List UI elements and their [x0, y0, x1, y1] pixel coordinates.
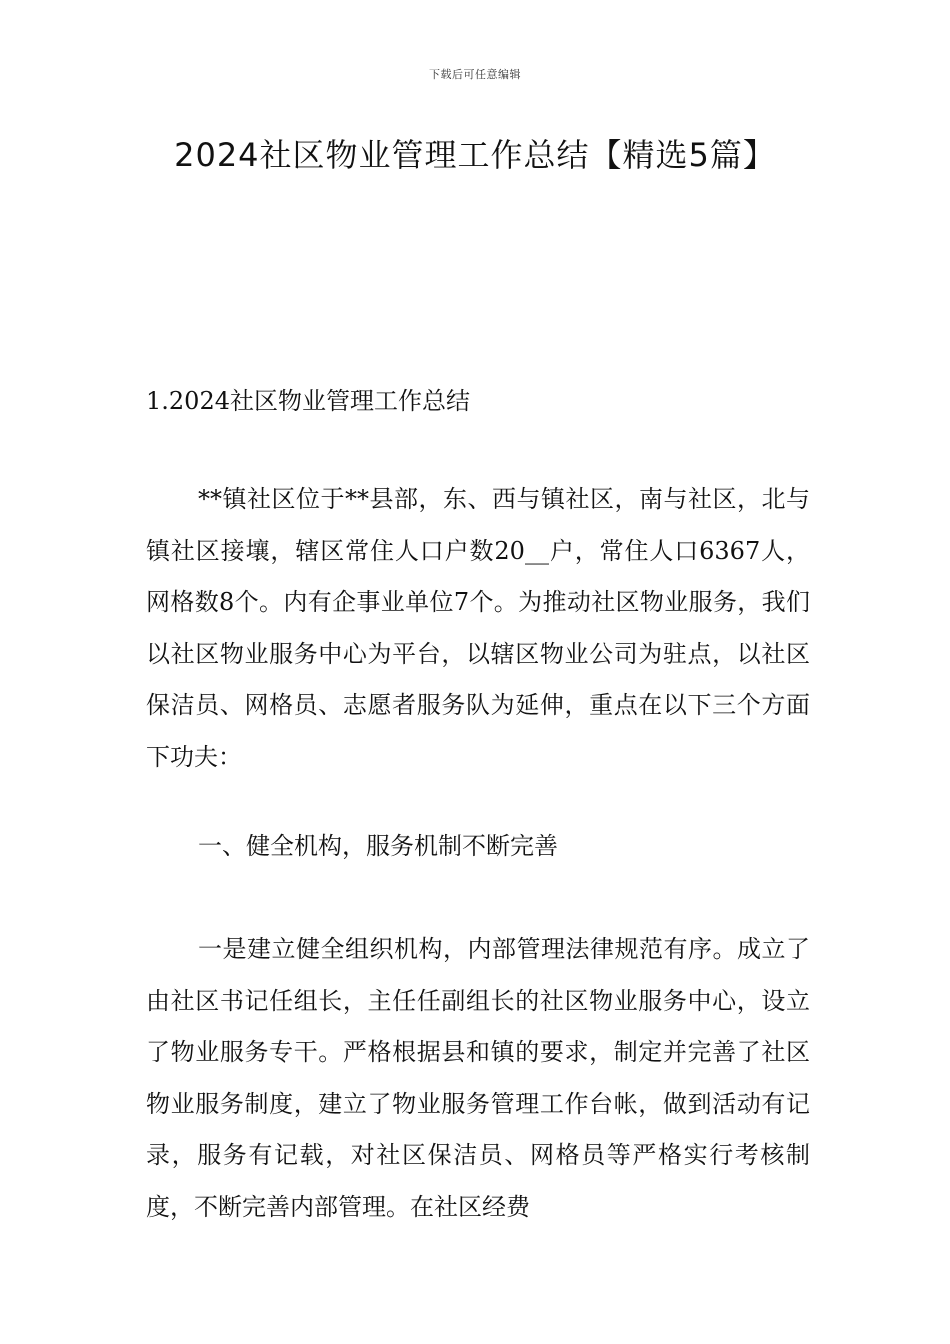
document-title: 2024社区物业管理工作总结【精选5篇】 — [174, 136, 776, 174]
sub-heading: 一、健全机构，服务机制不断完善 — [198, 832, 558, 860]
header-note: 下载后可任意编辑 — [429, 68, 521, 81]
section-heading: 1.2024社区物业管理工作总结 — [146, 387, 470, 415]
paragraph-organization: 一是建立健全组织机构，内部管理法律规范有序。成立了由社区书记任组长，主任任副组长的社区物业服务中心，设立了物业服务专干。严格根据县和镇的要求，制定并完善了社区物业服务制度，建立了物业服务管理工作台帐，做到活动有记录，服务有记载，对社区保洁员、网格员等严格实行考核制度，不断完善内部管理。在社区经费 — [146, 935, 810, 1221]
paragraph-intro: **镇社区位于**县部，东、西与镇社区，南与社区，北与镇社区接壤，辖区常住人口户数20__户，常住人口6367人，网格数8个。内有企事业单位7个。为推动社区物业服务，我们以社区物业服务中心为平台，以辖区物业公司为驻点，以社区保洁员、网格员、志愿者服务队为延伸，重点在以下三个方面下功夫： — [146, 485, 810, 771]
